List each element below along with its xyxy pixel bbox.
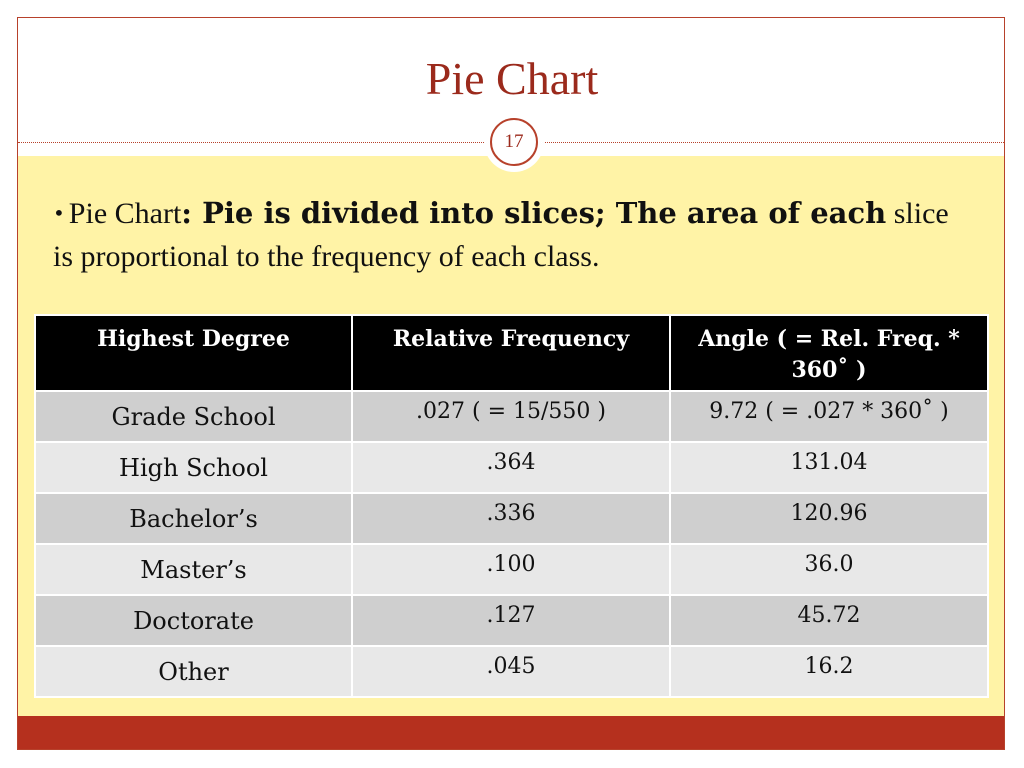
angle-cell: 16.2 — [670, 646, 988, 697]
table-header-row — [35, 315, 988, 391]
frequency-cell: .027 ( = 15/550 ) — [352, 391, 670, 442]
frequency-cell: .127 — [352, 595, 670, 646]
table-row — [35, 544, 988, 595]
bullet-marker: • — [53, 201, 65, 225]
table-row — [35, 391, 988, 442]
degree-cell: Grade School — [35, 391, 352, 442]
degree-cell: Bachelor’s — [35, 493, 352, 544]
header-relative-frequency: Relative Frequency — [352, 315, 670, 391]
bullet-point — [53, 192, 953, 278]
header-angle: Angle ( = Rel. Freq. * 360˚ ) — [670, 315, 988, 391]
table-row — [35, 493, 988, 544]
frequency-cell: .045 — [352, 646, 670, 697]
degree-cell: Other — [35, 646, 352, 697]
bullet-rest: slice is proportional to the frequency of each class. — [53, 197, 949, 273]
angle-cell: 9.72 ( = .027 * 360˚ ) — [670, 391, 988, 442]
slide-title: Pie Chart — [425, 53, 599, 104]
slide-number: 17 — [490, 118, 538, 166]
table-row — [35, 646, 988, 697]
footer-bar — [18, 716, 1004, 749]
angle-cell: 45.72 — [670, 595, 988, 646]
bullet-lead: Pie Chart — [68, 197, 182, 230]
frequency-cell: .100 — [352, 544, 670, 595]
degree-cell: Master’s — [35, 544, 352, 595]
table-row — [35, 595, 988, 646]
header-highest-degree: Highest Degree — [35, 315, 352, 391]
table-row — [35, 442, 988, 493]
degree-cell: Doctorate — [35, 595, 352, 646]
bullet-bold: : Pie is divided into slices; The area of each — [181, 196, 887, 230]
angle-cell: 131.04 — [670, 442, 988, 493]
degree-cell: High School — [35, 442, 352, 493]
frequency-cell: .364 — [352, 442, 670, 493]
angle-cell: 36.0 — [670, 544, 988, 595]
angle-cell: 120.96 — [670, 493, 988, 544]
frequency-table — [34, 314, 989, 698]
frequency-cell: .336 — [352, 493, 670, 544]
